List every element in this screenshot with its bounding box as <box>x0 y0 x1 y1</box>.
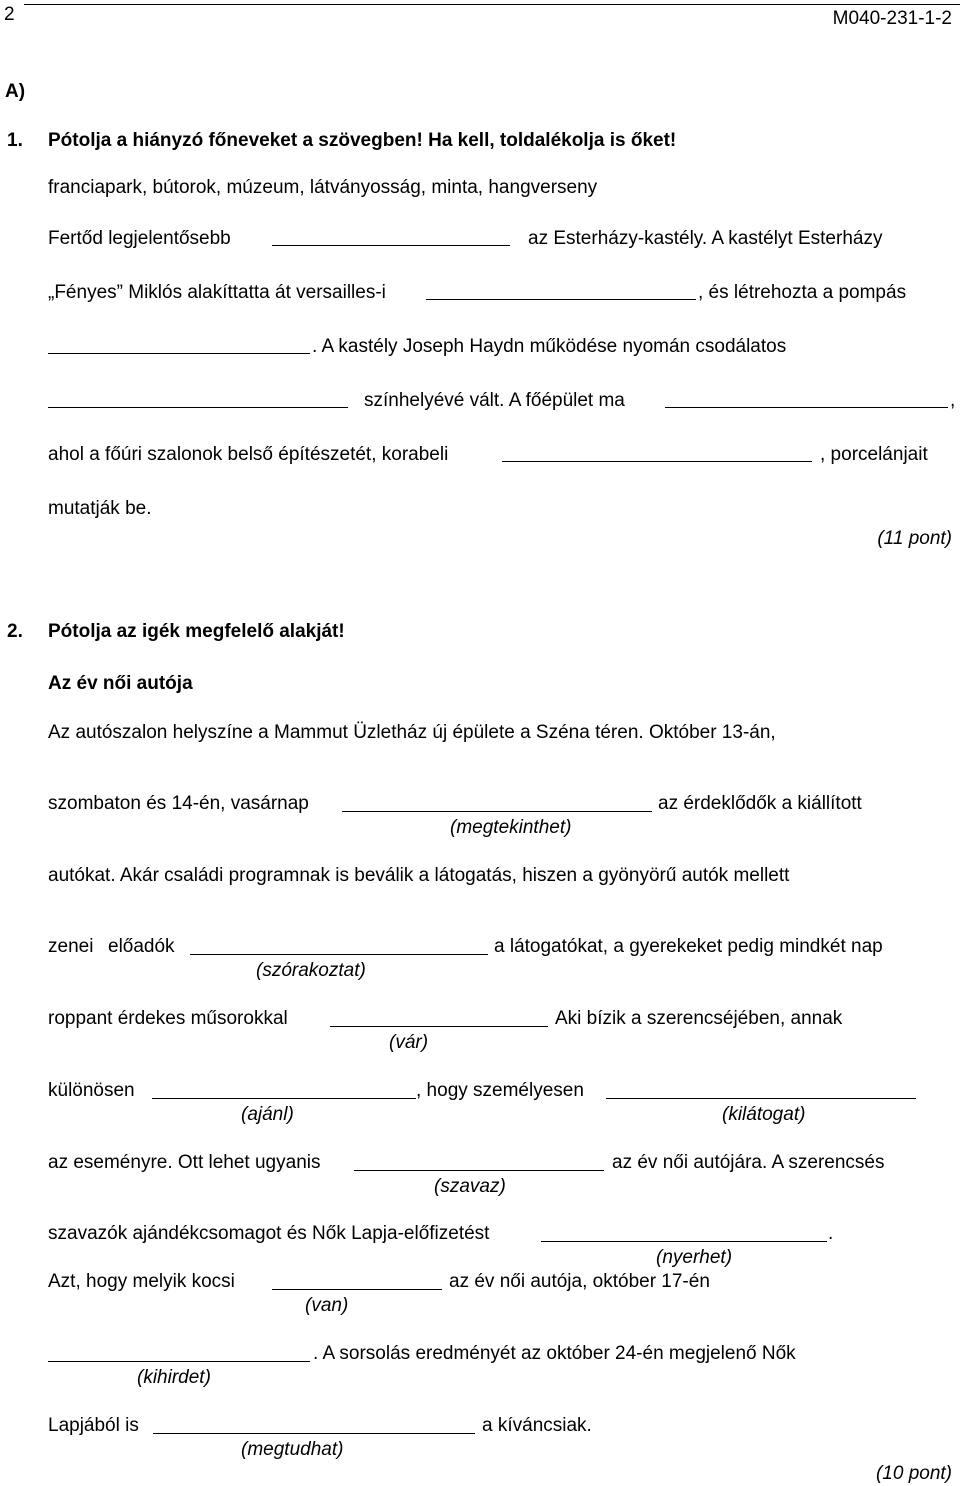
task1-text-line: . A kastély Joseph Haydn működése nyomán csodálatos <box>312 336 787 357</box>
answer-blank[interactable] <box>541 1241 827 1242</box>
header-rule <box>24 4 960 5</box>
task2-text-line: szavazók ajándékcsomagot és Nők Lapja-előfizetést <box>48 1223 490 1244</box>
answer-blank[interactable] <box>48 1361 310 1362</box>
answer-blank[interactable] <box>606 1098 916 1099</box>
verb-hint: (kihirdet) <box>137 1367 211 1388</box>
task1-wordbank: franciapark, bútorok, múzeum, látványosság, minta, hangverseny <box>48 177 598 198</box>
task1-text-line: , porcelánjait <box>820 444 928 465</box>
answer-blank[interactable] <box>502 461 812 462</box>
task2-title: Pótolja az igék megfelelő alakját! <box>48 621 345 642</box>
task1-text-line: ahol a főúri szalonok belső építészetét, korabeli <box>48 444 449 465</box>
task2-text-line: , hogy személyesen <box>416 1080 584 1101</box>
verb-hint: (nyerhet) <box>656 1247 733 1268</box>
answer-blank[interactable] <box>48 353 310 354</box>
task2-text-line: különösen <box>48 1080 135 1101</box>
verb-hint: (kilátogat) <box>722 1104 806 1125</box>
task1-text-line: „Fényes” Miklós alakíttatta át versailles-i <box>48 282 386 303</box>
task2-text-line: Azt, hogy melyik kocsi <box>48 1271 235 1292</box>
task2-text-line: . A sorsolás eredményét az október 24-én megjelenő Nők <box>313 1343 796 1364</box>
answer-blank[interactable] <box>426 299 696 300</box>
task2-text-line: . <box>828 1223 834 1244</box>
task2-text-line: a látogatókat, a gyerekeket pedig mindkét nap <box>494 936 883 957</box>
task2-subtitle: Az év női autója <box>48 673 193 694</box>
task2-points: (10 pont) <box>875 1463 952 1484</box>
task1-title: Pótolja a hiányzó főneveket a szövegben! Ha kell, toldalékolja is őket! <box>48 130 677 151</box>
task1-number: 1. <box>7 130 23 151</box>
task1-text-line: Fertőd legjelentősebb <box>48 228 231 249</box>
task2-text-line: az érdeklődők a kiállított <box>658 793 862 814</box>
task2-text-line: az év női autója, október 17-én <box>449 1271 710 1292</box>
task1-text-line: az Esterházy-kastély. A kastélyt Esterházy <box>528 228 883 249</box>
document-code: M040-231-1-2 <box>832 8 952 29</box>
task2-text-line: zenei <box>48 936 94 957</box>
task2-text-line: roppant érdekes műsorokkal <box>48 1008 288 1029</box>
task2-text-line: az eseményre. Ott lehet ugyanis <box>48 1152 321 1173</box>
page-number: 2 <box>4 4 15 25</box>
answer-blank[interactable] <box>342 811 652 812</box>
verb-hint: (ajánl) <box>241 1104 294 1125</box>
answer-blank[interactable] <box>330 1026 548 1027</box>
answer-blank[interactable] <box>665 407 948 408</box>
task1-text-line: , és létrehozta a pompás <box>698 282 907 303</box>
task2-text-line: Lapjából is <box>48 1415 139 1436</box>
task2-text-line: Aki bízik a szerencséjében, annak <box>555 1008 843 1029</box>
task2-text-line: szombaton és 14-én, vasárnap <box>48 793 309 814</box>
task2-text-line: Az autószalon helyszíne a Mammut Üzletház új épülete a Széna téren. Október 13-án, <box>48 722 776 743</box>
answer-blank[interactable] <box>48 407 348 408</box>
verb-hint: (szórakoztat) <box>256 960 366 981</box>
answer-blank[interactable] <box>190 954 488 955</box>
verb-hint: (van) <box>305 1295 349 1316</box>
answer-blank[interactable] <box>152 1098 416 1099</box>
task1-text-line: mutatják be. <box>48 498 152 519</box>
task2-number: 2. <box>7 621 23 642</box>
answer-blank[interactable] <box>272 245 510 246</box>
verb-hint: (megtekinthet) <box>450 817 572 838</box>
answer-blank[interactable] <box>153 1433 475 1434</box>
verb-hint: (megtudhat) <box>241 1439 344 1460</box>
answer-blank[interactable] <box>354 1170 604 1171</box>
task1-points: (11 pont) <box>877 528 952 549</box>
task2-text-line: előadók <box>108 936 175 957</box>
verb-hint: (vár) <box>389 1032 429 1053</box>
task2-text-line: az év női autójára. A szerencsés <box>612 1152 885 1173</box>
task1-text-line: , <box>950 390 956 411</box>
section-label: A) <box>5 81 26 102</box>
task1-text-line: színhelyévé vált. A főépület ma <box>364 390 625 411</box>
answer-blank[interactable] <box>272 1289 442 1290</box>
verb-hint: (szavaz) <box>434 1176 506 1197</box>
task2-text-line: autókat. Akár családi programnak is beválik a látogatás, hiszen a gyönyörű autók mellett <box>48 865 790 886</box>
task2-text-line: a kíváncsiak. <box>482 1415 592 1436</box>
